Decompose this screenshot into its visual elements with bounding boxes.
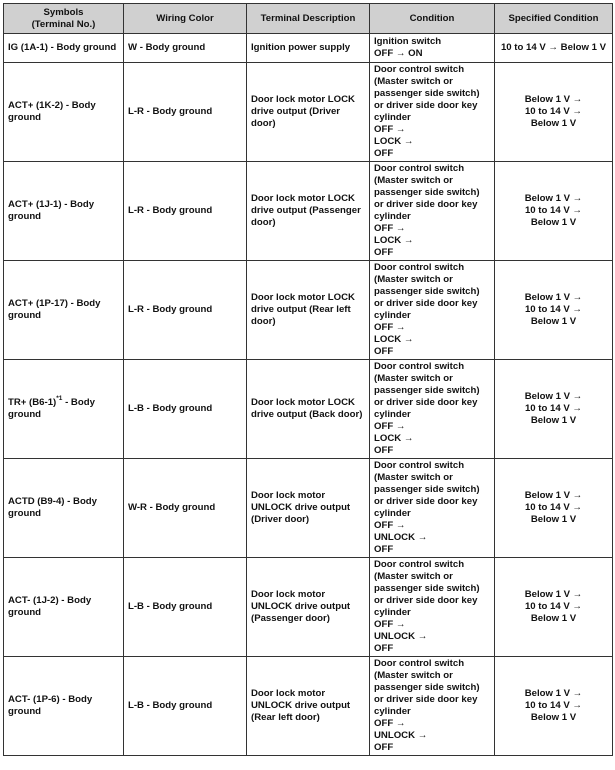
- table-row: [4, 162, 613, 261]
- wiring-cell: L-R - Body ground: [124, 162, 247, 261]
- table-row: [4, 261, 613, 360]
- specified-cell: Below 1 V → 10 to 14 V → Below 1 V: [495, 459, 613, 558]
- table-row: [4, 34, 613, 63]
- specified-cell: Below 1 V → 10 to 14 V → Below 1 V: [495, 63, 613, 162]
- specified-cell: Below 1 V → 10 to 14 V → Below 1 V: [495, 558, 613, 657]
- specified-cell: Below 1 V → 10 to 14 V → Below 1 V: [495, 261, 613, 360]
- description-cell: Door lock motor UNLOCK drive output (Rear left door): [247, 657, 370, 756]
- condition-cell: Door control switch (Master switch or passenger side switch) or driver side door key cylinder OFF → UNLOCK → OFF: [370, 459, 495, 558]
- symbol-cell: ACT+ (1P-17) - Body ground: [4, 261, 124, 360]
- header-symbols: Symbols (Terminal No.): [4, 4, 124, 34]
- condition-cell: Door control switch (Master switch or passenger side switch) or driver side door key cylinder OFF → UNLOCK → OFF: [370, 558, 495, 657]
- condition-cell: Door control switch (Master switch or passenger side switch) or driver side door key cylinder OFF → UNLOCK → OFF: [370, 657, 495, 756]
- condition-cell: Door control switch (Master switch or passenger side switch) or driver side door key cylinder OFF → LOCK → OFF: [370, 360, 495, 459]
- wiring-cell: L-B - Body ground: [124, 360, 247, 459]
- symbol-cell: ACT- (1J-2) - Body ground: [4, 558, 124, 657]
- header-specified-condition: Specified Condition: [495, 4, 613, 34]
- wiring-cell: L-R - Body ground: [124, 63, 247, 162]
- terminal-spec-table: [3, 3, 613, 756]
- specified-cell: Below 1 V → 10 to 14 V → Below 1 V: [495, 162, 613, 261]
- symbol-cell: ACTD (B9-4) - Body ground: [4, 459, 124, 558]
- specified-cell: Below 1 V → 10 to 14 V → Below 1 V: [495, 360, 613, 459]
- symbol-cell: [4, 360, 124, 459]
- table-row: [4, 360, 613, 459]
- condition-cell: Ignition switch OFF → ON: [370, 34, 495, 63]
- description-cell: Door lock motor LOCK drive output (Driver door): [247, 63, 370, 162]
- description-cell: Ignition power supply: [247, 34, 370, 63]
- table-row: [4, 657, 613, 756]
- wiring-cell: L-R - Body ground: [124, 261, 247, 360]
- header-condition: Condition: [370, 4, 495, 34]
- description-cell: Door lock motor LOCK drive output (Rear left door): [247, 261, 370, 360]
- symbol-cell: ACT- (1P-6) - Body ground: [4, 657, 124, 756]
- table-header-row: [4, 4, 613, 34]
- table-row: [4, 63, 613, 162]
- specified-cell: Below 1 V → 10 to 14 V → Below 1 V: [495, 657, 613, 756]
- condition-cell: Door control switch (Master switch or passenger side switch) or driver side door key cylinder OFF → LOCK → OFF: [370, 261, 495, 360]
- description-cell: Door lock motor LOCK drive output (Back door): [247, 360, 370, 459]
- description-cell: Door lock motor UNLOCK drive output (Driver door): [247, 459, 370, 558]
- condition-cell: Door control switch (Master switch or passenger side switch) or driver side door key cylinder OFF → LOCK → OFF: [370, 63, 495, 162]
- header-terminal-description: Terminal Description: [247, 4, 370, 34]
- specified-cell: 10 to 14 V → Below 1 V: [495, 34, 613, 63]
- symbol-cell: ACT+ (1K-2) - Body ground: [4, 63, 124, 162]
- symbol-cell: IG (1A-1) - Body ground: [4, 34, 124, 63]
- wiring-cell: L-B - Body ground: [124, 657, 247, 756]
- table-row: [4, 558, 613, 657]
- footnote-marker: *1: [56, 394, 63, 402]
- symbol-suffix: - Body ground: [8, 397, 95, 420]
- description-cell: Door lock motor UNLOCK drive output (Passenger door): [247, 558, 370, 657]
- wiring-cell: W - Body ground: [124, 34, 247, 63]
- symbol-cell: ACT+ (1J-1) - Body ground: [4, 162, 124, 261]
- condition-cell: Door control switch (Master switch or passenger side switch) or driver side door key cylinder OFF → LOCK → OFF: [370, 162, 495, 261]
- symbol-prefix: TR+ (B6-1): [8, 397, 57, 409]
- table-row: [4, 459, 613, 558]
- description-cell: Door lock motor LOCK drive output (Passenger door): [247, 162, 370, 261]
- wiring-cell: L-B - Body ground: [124, 558, 247, 657]
- header-wiring-color: Wiring Color: [124, 4, 247, 34]
- wiring-cell: W-R - Body ground: [124, 459, 247, 558]
